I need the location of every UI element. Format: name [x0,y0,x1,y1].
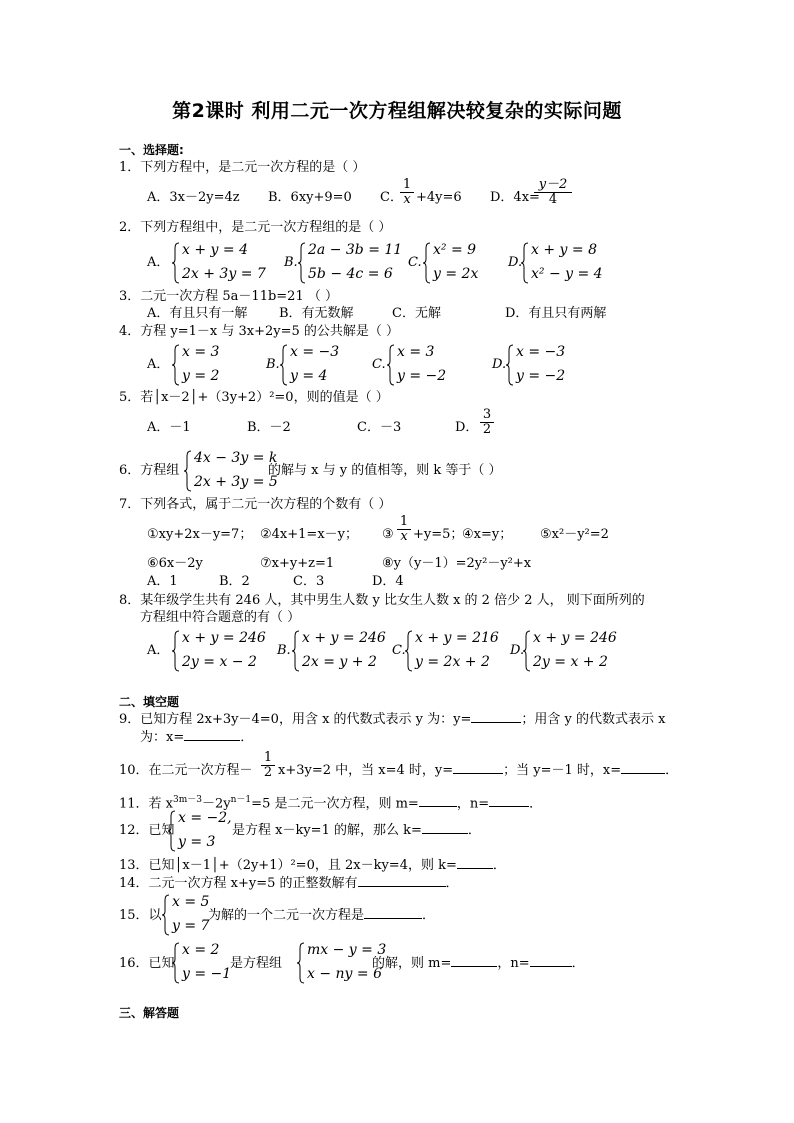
q7-option-b: B．2 [219,574,250,589]
q1-option-a: A．3x－2y=4z [147,190,240,205]
q1-option-d-fraction: $\frac{y-2}{4}$ [534,178,572,207]
q12-system: x = −2, y = 3 [168,810,230,852]
q16-solution-system: x = 2 y = −1 [172,942,230,984]
q7-option-d: D．4 [372,574,404,589]
q11-line: 11．若 $x^{3m-3}-2y^{n-1}=5$ 是二元一次方程，则 m= ，n= ． [119,795,543,812]
q3-option-b: B．有无数解 [279,306,354,321]
q9-blank-y[interactable] [471,722,521,723]
q1-option-c-label: C． [380,190,403,205]
q5-option-d-label: D． [455,420,479,435]
q5-option-d-fraction: $\frac{3}{2}$ [480,408,494,437]
q16-blank-n[interactable] [530,966,572,967]
q14-blank[interactable] [358,886,446,887]
q16-mid: 是方程组 [230,956,283,971]
section-heading-fill: 二、填空题 [119,695,180,709]
q3-option-a: A．有且只有一解 [147,306,248,321]
q8-stem-line2: 方程组中符合题意的有（ ） [140,610,301,625]
q3-option-d: D．有且只有两解 [505,306,607,321]
q8-option-b-system: x + y = 246 2x = y + 2 [292,630,382,672]
q8-option-c-label: C. [392,643,406,658]
q15-system: x = 5 y = 7 [162,894,210,936]
q9-line1: 9．已知方程 2x+3y－4=0，用含 x 的代数式表示 y 为：y= ；用含 y 的代数式表示 x [119,712,666,727]
q5-option-c: C．－3 [357,420,402,435]
q3-option-c: C．无解 [392,306,441,321]
q7-option-c: C．3 [293,574,325,589]
q15-prefix: 15．以 [119,908,162,923]
q3-stem: 3．二元一次方程 5a－11b=21 （ ） [119,289,338,304]
q8-option-a-label: A． [147,643,170,658]
page-title: 第2课时 利用二元一次方程组解决较复杂的实际问题 [172,100,622,122]
q4-option-a-system: x = 3 y = 2 [172,344,232,386]
q16-equation-system: mx − y = 3 x − ny = 6 [297,942,375,984]
q1-option-b: B．6xy+9=0 [268,190,352,205]
q7-item-8: ⑧y（y－1）=2y²－y²+x [382,556,532,571]
q12-prefix: 12．已知 [119,823,175,838]
q4-option-b-system: x = −3 y = 4 [280,344,350,386]
q8-option-b-label: B. [277,643,291,658]
q10-rest: x+3y=2 中，当 x=4 时，y= ；当 y=－1 时，x= ． [278,763,679,778]
q2-stem: 2．下列方程组中，是二元一次方程组的是（ ） [119,220,392,235]
q14-line: 14．二元一次方程 x+y=5 的正整数解有 ． [119,876,459,891]
q7-item-5: ⑤x²－y²=2 [540,527,609,542]
q10-blank-y[interactable] [453,773,503,774]
q1-stem: 1．下列方程中，是二元一次方程的是（ ） [119,160,366,175]
q11-blank-m[interactable] [419,806,457,807]
q1-option-d-label: D．4x= [490,190,540,205]
q7-item-3-rest: +y=5； [413,527,464,542]
q5-option-a: A．－1 [147,420,191,435]
q2-option-a-label: A． [147,255,170,270]
q1-option-c-fraction: $\frac{1}{x}$ [400,178,414,207]
q2-option-b-label: B. [284,255,298,270]
q8-option-d-label: D. [510,643,525,658]
q4-option-d-label: D. [492,357,507,372]
q6-system: 4x − 3y = k 2x + 3y = 5 [184,450,270,492]
q15-blank[interactable] [364,918,422,919]
q7-item-7: ⑦x+y+z=1 [260,556,335,571]
q7-item-2: ②4x+1=x－y； [260,527,358,542]
q13-line: 13．已知│x－1│+（2y+1）²=0，且 2x－ky=4，则 k= ． [119,858,506,873]
q7-item-3-label: ③ [382,527,394,542]
q2-option-c-system: x² = 9 y = 2x [423,242,493,284]
q6-suffix: 的解与 x 与 y 的值相等，则 k 等于（ ） [268,463,502,478]
q10-blank-x[interactable] [621,773,665,774]
q4-stem: 4．方程 y=1－x 与 3x+2y=5 的公共解是（ ） [119,324,400,339]
q4-option-a-label: A． [147,357,170,372]
q2-option-c-label: C. [408,255,422,270]
q8-option-d-system: x + y = 246 2y = x + 2 [523,630,613,672]
q9-line2: 为：x= ． [140,730,254,745]
section-heading-answer: 三、解答题 [119,1006,180,1020]
q5-option-b: B．－2 [247,420,291,435]
q8-option-a-system: x + y = 246 2y = x − 2 [172,630,262,672]
q1-option-c-rest: +4y=6 [416,190,462,205]
q6-prefix: 6．方程组 [119,463,180,478]
q2-option-b-system: 2a − 3b = 11 5b − 4c = 6 [298,242,398,284]
q8-stem-line1: 8．某年级学生共有 246 人，其中男生人数 y 比女生人数 x 的 2 倍少 2 人， 则下面所列的 [119,593,645,608]
q2-option-d-system: x + y = 8 x² − y = 4 [521,242,611,284]
q4-option-c-label: C. [372,357,386,372]
q16-prefix: 16．已知 [119,956,175,971]
q7-stem: 7．下列各式，属于二元一次方程的个数有（ ） [119,497,392,512]
q16-rest: 的解，则 m= ，n= ． [372,956,585,971]
q7-option-a: A．1 [147,574,178,589]
q4-option-d-system: x = −3 y = −2 [506,344,576,386]
q8-option-c-system: x + y = 216 y = 2x + 2 [405,630,495,672]
section-heading-choice: 一、选择题: [119,143,184,157]
q13-blank-k[interactable] [457,868,493,869]
q12-rest: 是方程 x－ky=1 的解，那么 k= ． [232,823,481,838]
q7-item-3-fraction: $\frac{1}{x}$ [397,515,411,544]
q4-option-b-label: B. [266,357,280,372]
q15-rest: 为解的一个二元一次方程是 ． [208,908,436,923]
q4-option-c-system: x = 3 y = −2 [387,344,457,386]
q12-blank-k[interactable] [422,833,468,834]
q16-blank-m[interactable] [451,966,497,967]
q7-item-1: ①xy+2x－y=7； [147,527,253,542]
q10-fraction: $\frac{1}{2}$ [261,751,275,780]
q5-stem: 5．若│x－2│+（3y+2）²=0，则的值是（ ） [119,390,389,405]
q11-blank-n[interactable] [489,806,529,807]
q7-item-4: ④x=y； [462,527,513,542]
q9-blank-x[interactable] [184,740,240,741]
q7-item-6: ⑥6x－2y [147,556,203,571]
q2-option-a-system: x + y = 4 2x + 3y = 7 [172,242,262,284]
q2-option-d-label: D. [508,255,523,270]
q10-prefix: 10．在二元一次方程－ [119,763,253,778]
